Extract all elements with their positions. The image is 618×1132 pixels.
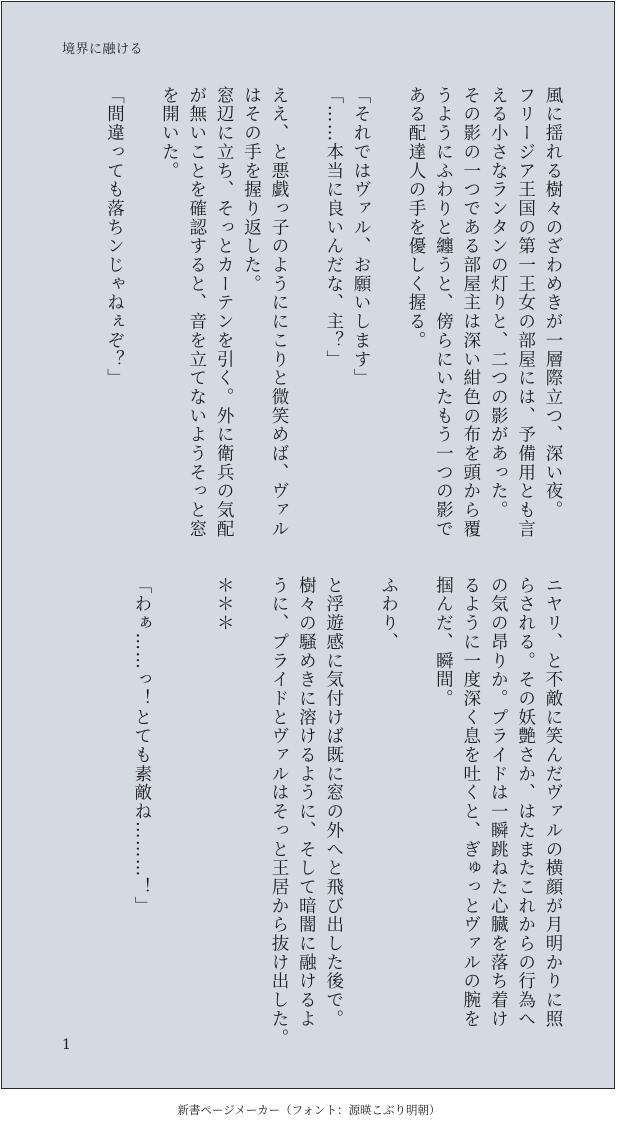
dialogue-line: 「……本当に良いんだな、主？」 [323, 86, 344, 369]
text-line: ええ、と悪戯っ子のようににこりと微笑めば、ヴァル [268, 86, 289, 539]
upper-text-block [100, 86, 566, 538]
dialogue-line: 「間違っても落ちンじゃねぇぞ？」 [104, 86, 125, 388]
text-line: ふわり、 [378, 576, 399, 652]
blank-line [347, 576, 374, 1047]
blank-line [182, 576, 209, 1047]
text-line: 掴んだ、瞬間。 [433, 576, 454, 708]
page-title: 境界に融ける [62, 42, 144, 57]
book-page [1, 1, 615, 1089]
lower-text-block [128, 576, 567, 1047]
text-line: の気の昂りか。プライドは一瞬跳ねた心臓を落ち着け [488, 576, 509, 1029]
page-number: 1 [62, 1037, 71, 1053]
text-line: 樹々の騒めきに溶けるように、そして暗闇に融けるよ [296, 576, 317, 1029]
text-line: 風に揺れる樹々のざわめきが一層際立つ、深い夜。 [543, 86, 563, 520]
dialogue-line: 「それではヴァル、お願いします」 [351, 86, 372, 388]
blank-line [292, 86, 319, 538]
footer-credit: 新書ページメーカー（フォント：源暎こぶり明朝） [177, 1103, 441, 1117]
text-line: るように一度深く息を吐くと、ぎゅっとヴァルの腕を [460, 576, 481, 1029]
text-line: ある配達人の手を優しく握る。 [405, 86, 426, 350]
text-line: が無いことを確認すると、音を立てないようそっと窓 [186, 86, 207, 539]
text-line: はその手を握り返した。 [241, 86, 262, 294]
blank-line [374, 86, 401, 538]
text-line: える小さなランタンの灯りと、二つの影があった。 [488, 86, 509, 520]
dialogue-line: 「わぁ……っ！とても素敵ね………！」 [131, 576, 152, 916]
blank-line [402, 576, 429, 1047]
text-line: うようにふわりと纏うと、傍らにいたもう一つの影で [433, 86, 454, 539]
text-line: ニヤリ、と不敵に笑んだヴァルの横顔が月明かりに照 [543, 576, 563, 1029]
scene-break: ＊＊＊ [214, 576, 235, 633]
text-line: フリージア王国の第一王女の部屋には、予備用とも言 [515, 86, 536, 539]
blank-line [155, 576, 182, 1047]
text-line: 窓辺に立ち、そっとカーテンを引く。外に衛兵の気配 [214, 86, 235, 539]
text-line: を開いた。 [159, 86, 180, 181]
text-line: らされる。その妖艶さか、はたまたこれからの行為へ [515, 576, 536, 1029]
text-line: その影の一つである部屋主は深い紺色の布を頭から覆 [460, 86, 481, 539]
blank-line [237, 576, 264, 1047]
text-line: と浮遊感に気付けば既に窓の外へと飛び出した後で。 [323, 576, 344, 1029]
text-line: うに、プライドとヴァルはそっと王居から抜け出した。 [268, 576, 289, 1048]
blank-line [128, 86, 155, 538]
